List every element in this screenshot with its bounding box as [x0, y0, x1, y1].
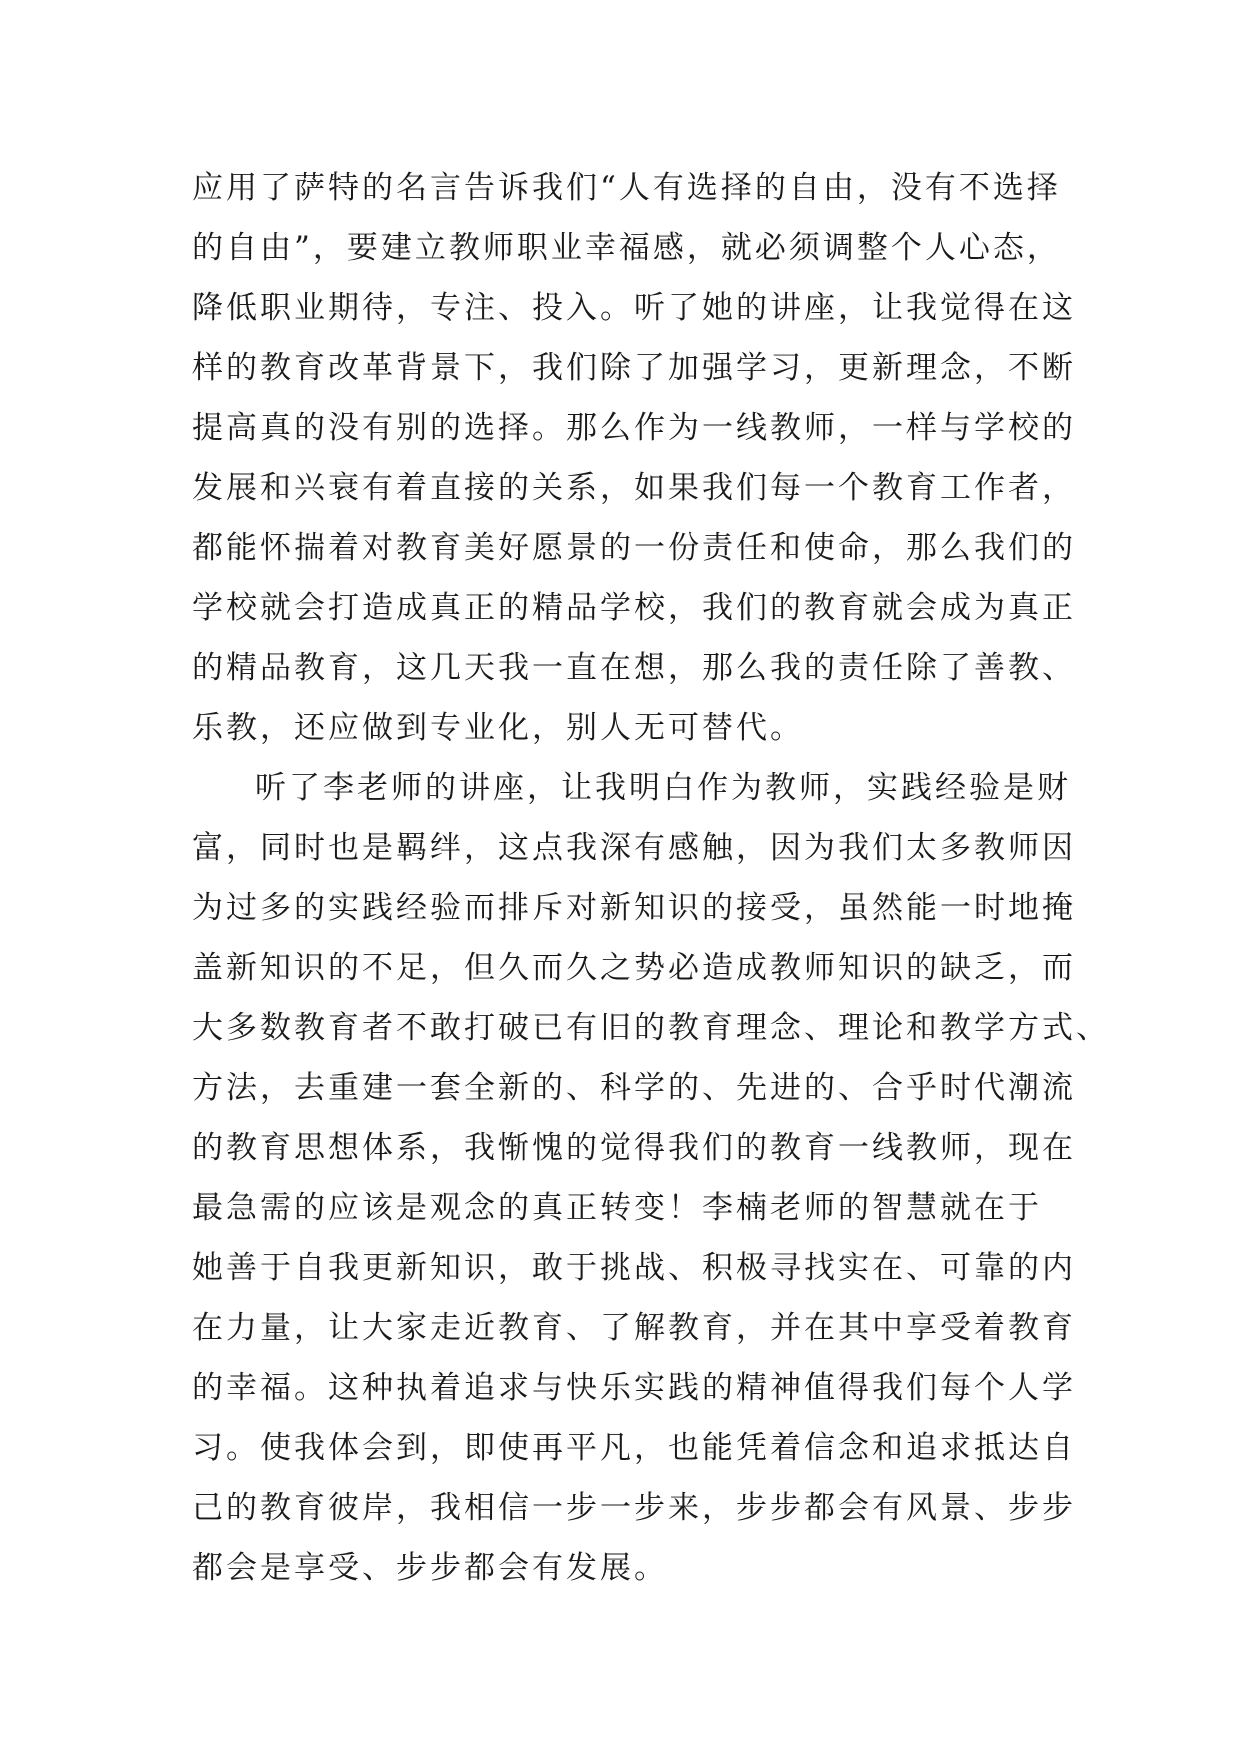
text-line: 发展和兴衰有着直接的关系，如果我们每一个教育工作者， [192, 470, 1076, 506]
paragraph-continued [192, 158, 1076, 758]
text-line: 学校就会打造成真正的精品学校，我们的教育就会成为真正 [192, 590, 1076, 626]
text-line: 富，同时也是羁绊，这点我深有感触，因为我们太多教师因 [192, 830, 1076, 866]
text-line: 己的教育彼岸，我相信一步一步来，步步都会有风景、步步 [192, 1490, 1076, 1526]
text-line: 的幸福。这种执着追求与快乐实践的精神值得我们每个人学 [192, 1370, 1076, 1406]
paragraph-li-lecture [192, 758, 1110, 1598]
text-line: 的精品教育，这几天我一直在想，那么我的责任除了善教、 [192, 650, 1076, 686]
text-line: 样的教育改革背景下，我们除了加强学习，更新理念，不断 [192, 350, 1076, 386]
text-line: 降低职业期待，专注、投入。听了她的讲座，让我觉得在这 [192, 290, 1076, 326]
text-line: 的教育思想体系，我惭愧的觉得我们的教育一线教师，现在 [192, 1130, 1076, 1166]
text-line: 方法，去重建一套全新的、科学的、先进的、合乎时代潮流 [192, 1070, 1076, 1106]
text-line: 提高真的没有别的选择。那么作为一线教师，一样与学校的 [192, 410, 1076, 446]
text-line: 乐教，还应做到专业化，别人无可替代。 [192, 710, 804, 746]
text-line: 都会是享受、步步都会有发展。 [192, 1550, 668, 1586]
document-body [192, 158, 1110, 1598]
text-line: 应用了萨特的名言告诉我们“人有选择的自由，没有不选择 [192, 170, 1061, 206]
text-line: 最急需的应该是观念的真正转变！李楠老师的智慧就在于 [192, 1190, 1042, 1226]
text-line: 为过多的实践经验而排斥对新知识的接受，虽然能一时地掩 [192, 890, 1076, 926]
text-line: 大多数教育者不敢打破已有旧的教育理念、理论和教学方式、 [192, 1010, 1110, 1046]
text-line: 盖新知识的不足，但久而久之势必造成教师知识的缺乏，而 [192, 950, 1076, 986]
text-line-indented: 听了李老师的讲座，让我明白作为教师，实践经验是财 [255, 770, 1071, 806]
text-line: 在力量，让大家走近教育、了解教育，并在其中享受着教育 [192, 1310, 1076, 1346]
text-line: 她善于自我更新知识，敢于挑战、积极寻找实在、可靠的内 [192, 1250, 1076, 1286]
text-line: 都能怀揣着对教育美好愿景的一份责任和使命，那么我们的 [192, 530, 1076, 566]
text-line: 习。使我体会到，即使再平凡，也能凭着信念和追求抵达自 [192, 1430, 1076, 1466]
text-line: 的自由”，要建立教师职业幸福感，就必须调整个人心态， [192, 230, 1061, 266]
